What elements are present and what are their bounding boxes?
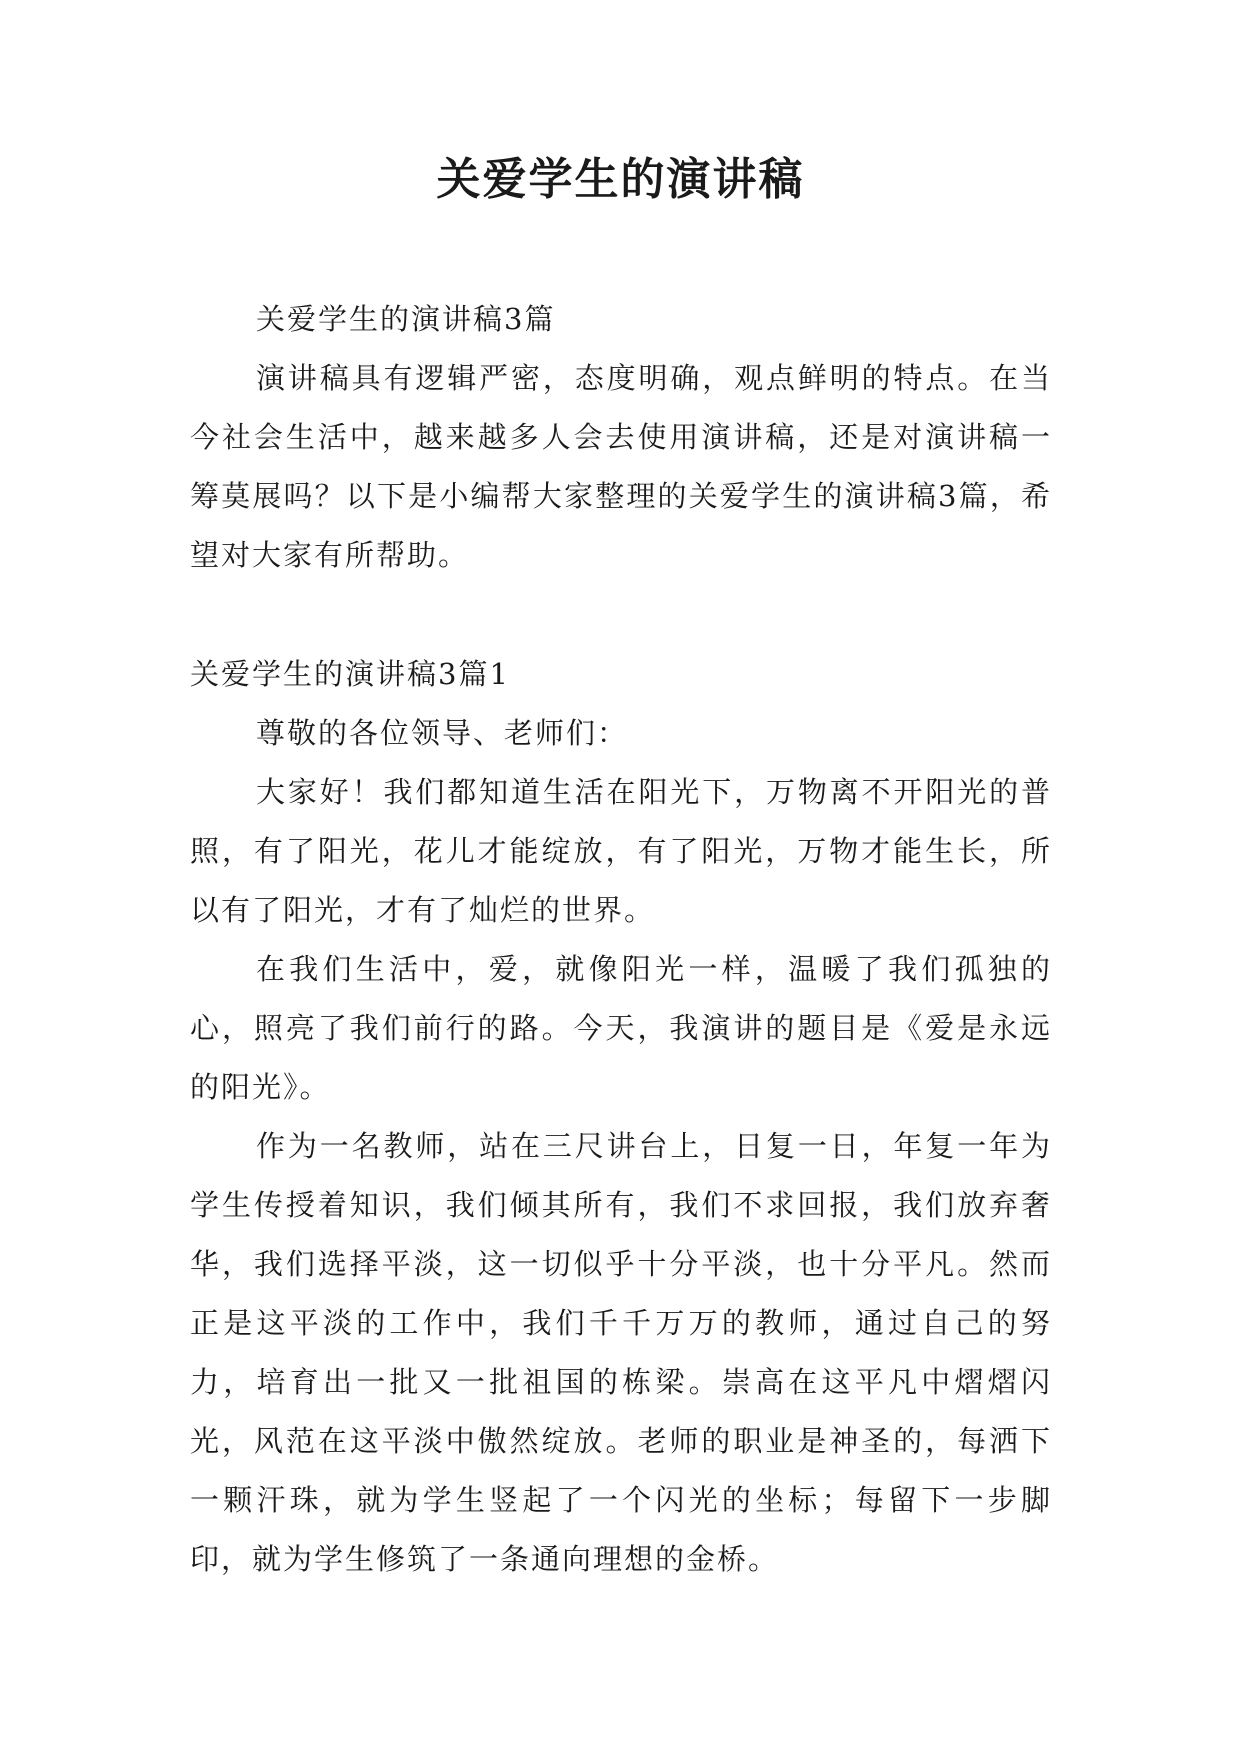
- document-title: 关爱学生的演讲稿: [436, 154, 805, 205]
- document-body: [190, 290, 1052, 1589]
- body-paragraph: 作为一名教师，站在三尺讲台上，日复一日，年复一年为学生传授着知识，我们倾其所有，我们不求回报，我们放弃奢华，我们选择平淡，这一切似乎十分平淡，也十分平凡。然而正是这平淡的工作中，我们千千万万的教师，通过自己的努力，培育出一批又一批祖国的栋梁。崇高在这平凡中熠熠闪光，风范在这平淡中傲然绽放。老师的职业是神圣的，每洒下一颗汗珠，就为学生竖起了一个闪光的坐标；每留下一步脚印，就为学生修筑了一条通向理想的金桥。: [190, 1129, 1052, 1576]
- salutation: 尊敬的各位领导、老师们：: [256, 716, 629, 750]
- intro-paragraph: 演讲稿具有逻辑严密，态度明确，观点鲜明的特点。在当今社会生活中，越来越多人会去使用演讲稿，还是对演讲稿一筹莫展吗？以下是小编帮大家整理的关爱学生的演讲稿3篇，希望对大家有所帮助。: [190, 361, 1052, 572]
- document-subtitle: 关爱学生的演讲稿3篇: [256, 302, 556, 336]
- section-heading: 关爱学生的演讲稿3篇1: [190, 657, 510, 691]
- body-paragraph: 在我们生活中，爱，就像阳光一样，温暖了我们孤独的心，照亮了我们前行的路。今天，我演讲的题目是《爱是永远的阳光》。: [190, 952, 1052, 1104]
- body-paragraph: 大家好！我们都知道生活在阳光下，万物离不开阳光的普照，有了阳光，花儿才能绽放，有了阳光，万物才能生长，所以有了阳光，才有了灿烂的世界。: [190, 775, 1052, 927]
